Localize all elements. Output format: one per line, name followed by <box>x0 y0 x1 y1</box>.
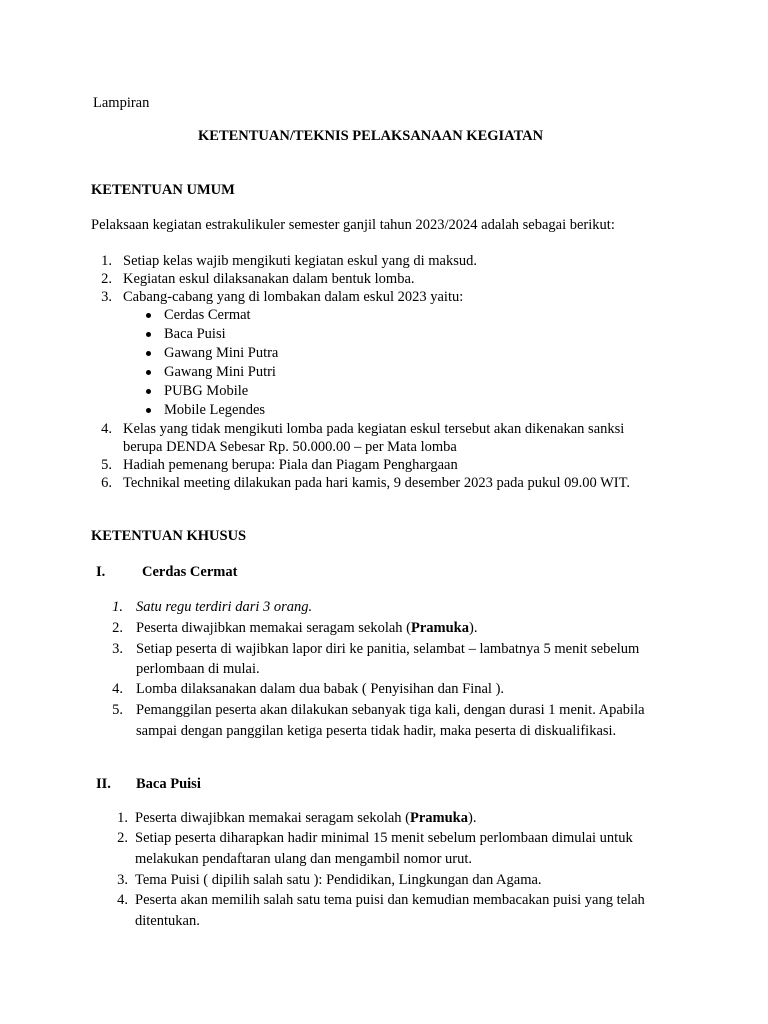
bullet-item: Gawang Mini Putri <box>164 364 276 380</box>
khusus-heading: KETENTUAN KHUSUS <box>91 528 247 544</box>
umum-item-text: Setiap kelas wajib mengikuti kegiatan eskul yang di maksud. <box>123 253 477 269</box>
sec1-item-number: 3. <box>112 641 123 657</box>
section-1-title: Cerdas Cermat <box>142 564 238 580</box>
sec2-item-text-bold: Pramuka <box>410 810 468 826</box>
sec2-item-text: Tema Puisi ( dipilih salah satu ): Pendidikan, Lingkungan dan Agama. <box>135 872 542 888</box>
sec1-item-text: Pemanggilan peserta akan dilakukan sebanyak tiga kali, dengan durasi 1 menit. Apabila <box>136 702 645 718</box>
bullet-dot <box>146 332 151 337</box>
sec2-item-number: 3. <box>117 872 128 888</box>
sec1-item-text-bold: Pramuka <box>411 620 469 636</box>
bullet-dot <box>146 408 151 413</box>
sec1-item-text-cont: sampai dengan panggilan ketiga peserta tidak hadir, maka peserta di diskualifikasi. <box>136 723 617 739</box>
sec2-item-number: 4. <box>117 892 128 908</box>
bullet-item: Baca Puisi <box>164 326 226 342</box>
sec2-item-text: Setiap peserta diharapkan hadir minimal 15 menit sebelum perlombaan dimulai untuk <box>135 830 633 846</box>
sec1-item-text <box>136 619 477 637</box>
umum-item-number: 3. <box>101 289 112 305</box>
bullet-dot <box>146 370 151 375</box>
page-title: KETENTUAN/TEKNIS PELAKSANAAN KEGIATAN <box>198 128 544 144</box>
sec2-item-text-pre: Peserta diwajibkan memakai seragam sekolah ( <box>135 810 410 826</box>
umum-item-text: Cabang-cabang yang di lombakan dalam eskul 2023 yaitu: <box>123 289 464 305</box>
bullet-item: Mobile Legendes <box>164 402 266 418</box>
sec1-item-text: Satu regu terdiri dari 3 orang. <box>136 599 313 615</box>
bullet-dot <box>146 351 151 356</box>
sec1-item-number: 1. <box>112 599 123 615</box>
section-2-title: Baca Puisi <box>136 776 201 792</box>
umum-intro: Pelaksaan kegiatan estrakulikuler semester ganjil tahun 2023/2024 adalah sebagai berikut: <box>91 217 615 233</box>
umum-item-number: 1. <box>101 253 112 269</box>
umum-item-number: 5. <box>101 457 112 473</box>
sec1-item-number: 2. <box>112 620 123 636</box>
sec2-item-text-cont: melakukan pendaftaran ulang dan mengambil nomor urut. <box>135 851 473 867</box>
sec1-item-text-pre: Peserta diwajibkan memakai seragam sekolah ( <box>136 620 411 636</box>
umum-item-text: Kegiatan eskul dilaksanakan dalam bentuk lomba. <box>123 271 415 287</box>
sec2-item-number: 2. <box>117 830 128 846</box>
lampiran-label: Lampiran <box>93 95 150 111</box>
umum-item-text: Technikal meeting dilakukan pada hari kamis, 9 desember 2023 pada pukul 09.00 WIT. <box>123 475 631 491</box>
section-1-roman: I. <box>96 564 106 580</box>
sec1-item-text: Lomba dilaksanakan dalam dua babak ( Penyisihan dan Final ). <box>136 681 505 697</box>
umum-heading: KETENTUAN UMUM <box>91 182 235 198</box>
umum-item-number: 6. <box>101 475 112 491</box>
bullet-item: Gawang Mini Putra <box>164 345 279 361</box>
sec2-item-number: 1. <box>117 810 128 826</box>
umum-item-text: Kelas yang tidak mengikuti lomba pada kegiatan eskul tersebut akan dikenakan sanksi <box>123 421 625 437</box>
umum-item-text: Hadiah pemenang berupa: Piala dan Piagam Penghargaan <box>123 457 458 473</box>
sec1-item-text-cont: perlombaan di mulai. <box>136 661 260 677</box>
sec1-item-number: 4. <box>112 681 123 697</box>
sec2-item-text-cont: ditentukan. <box>135 913 200 929</box>
bullet-dot <box>146 389 151 394</box>
umum-item-number: 4. <box>101 421 112 437</box>
bullet-item: PUBG Mobile <box>164 383 249 399</box>
bullet-dot <box>146 313 151 318</box>
umum-item-text-cont: berupa DENDA Sebesar Rp. 50.000.00 – per Mata lomba <box>123 439 457 455</box>
umum-item-number: 2. <box>101 271 112 287</box>
sec2-item-text-post: ). <box>468 810 477 826</box>
section-2-roman: II. <box>96 776 111 792</box>
sec2-item-text: Peserta akan memilih salah satu tema puisi dan kemudian membacakan puisi yang telah <box>135 892 645 908</box>
sec1-item-text-post: ). <box>469 620 478 636</box>
sec1-item-number: 5. <box>112 702 123 718</box>
sec1-item-text: Setiap peserta di wajibkan lapor diri ke panitia, selambat – lambatnya 5 menit sebelum <box>136 641 640 657</box>
bullet-item: Cerdas Cermat <box>164 307 251 323</box>
sec2-item-text <box>135 809 476 827</box>
